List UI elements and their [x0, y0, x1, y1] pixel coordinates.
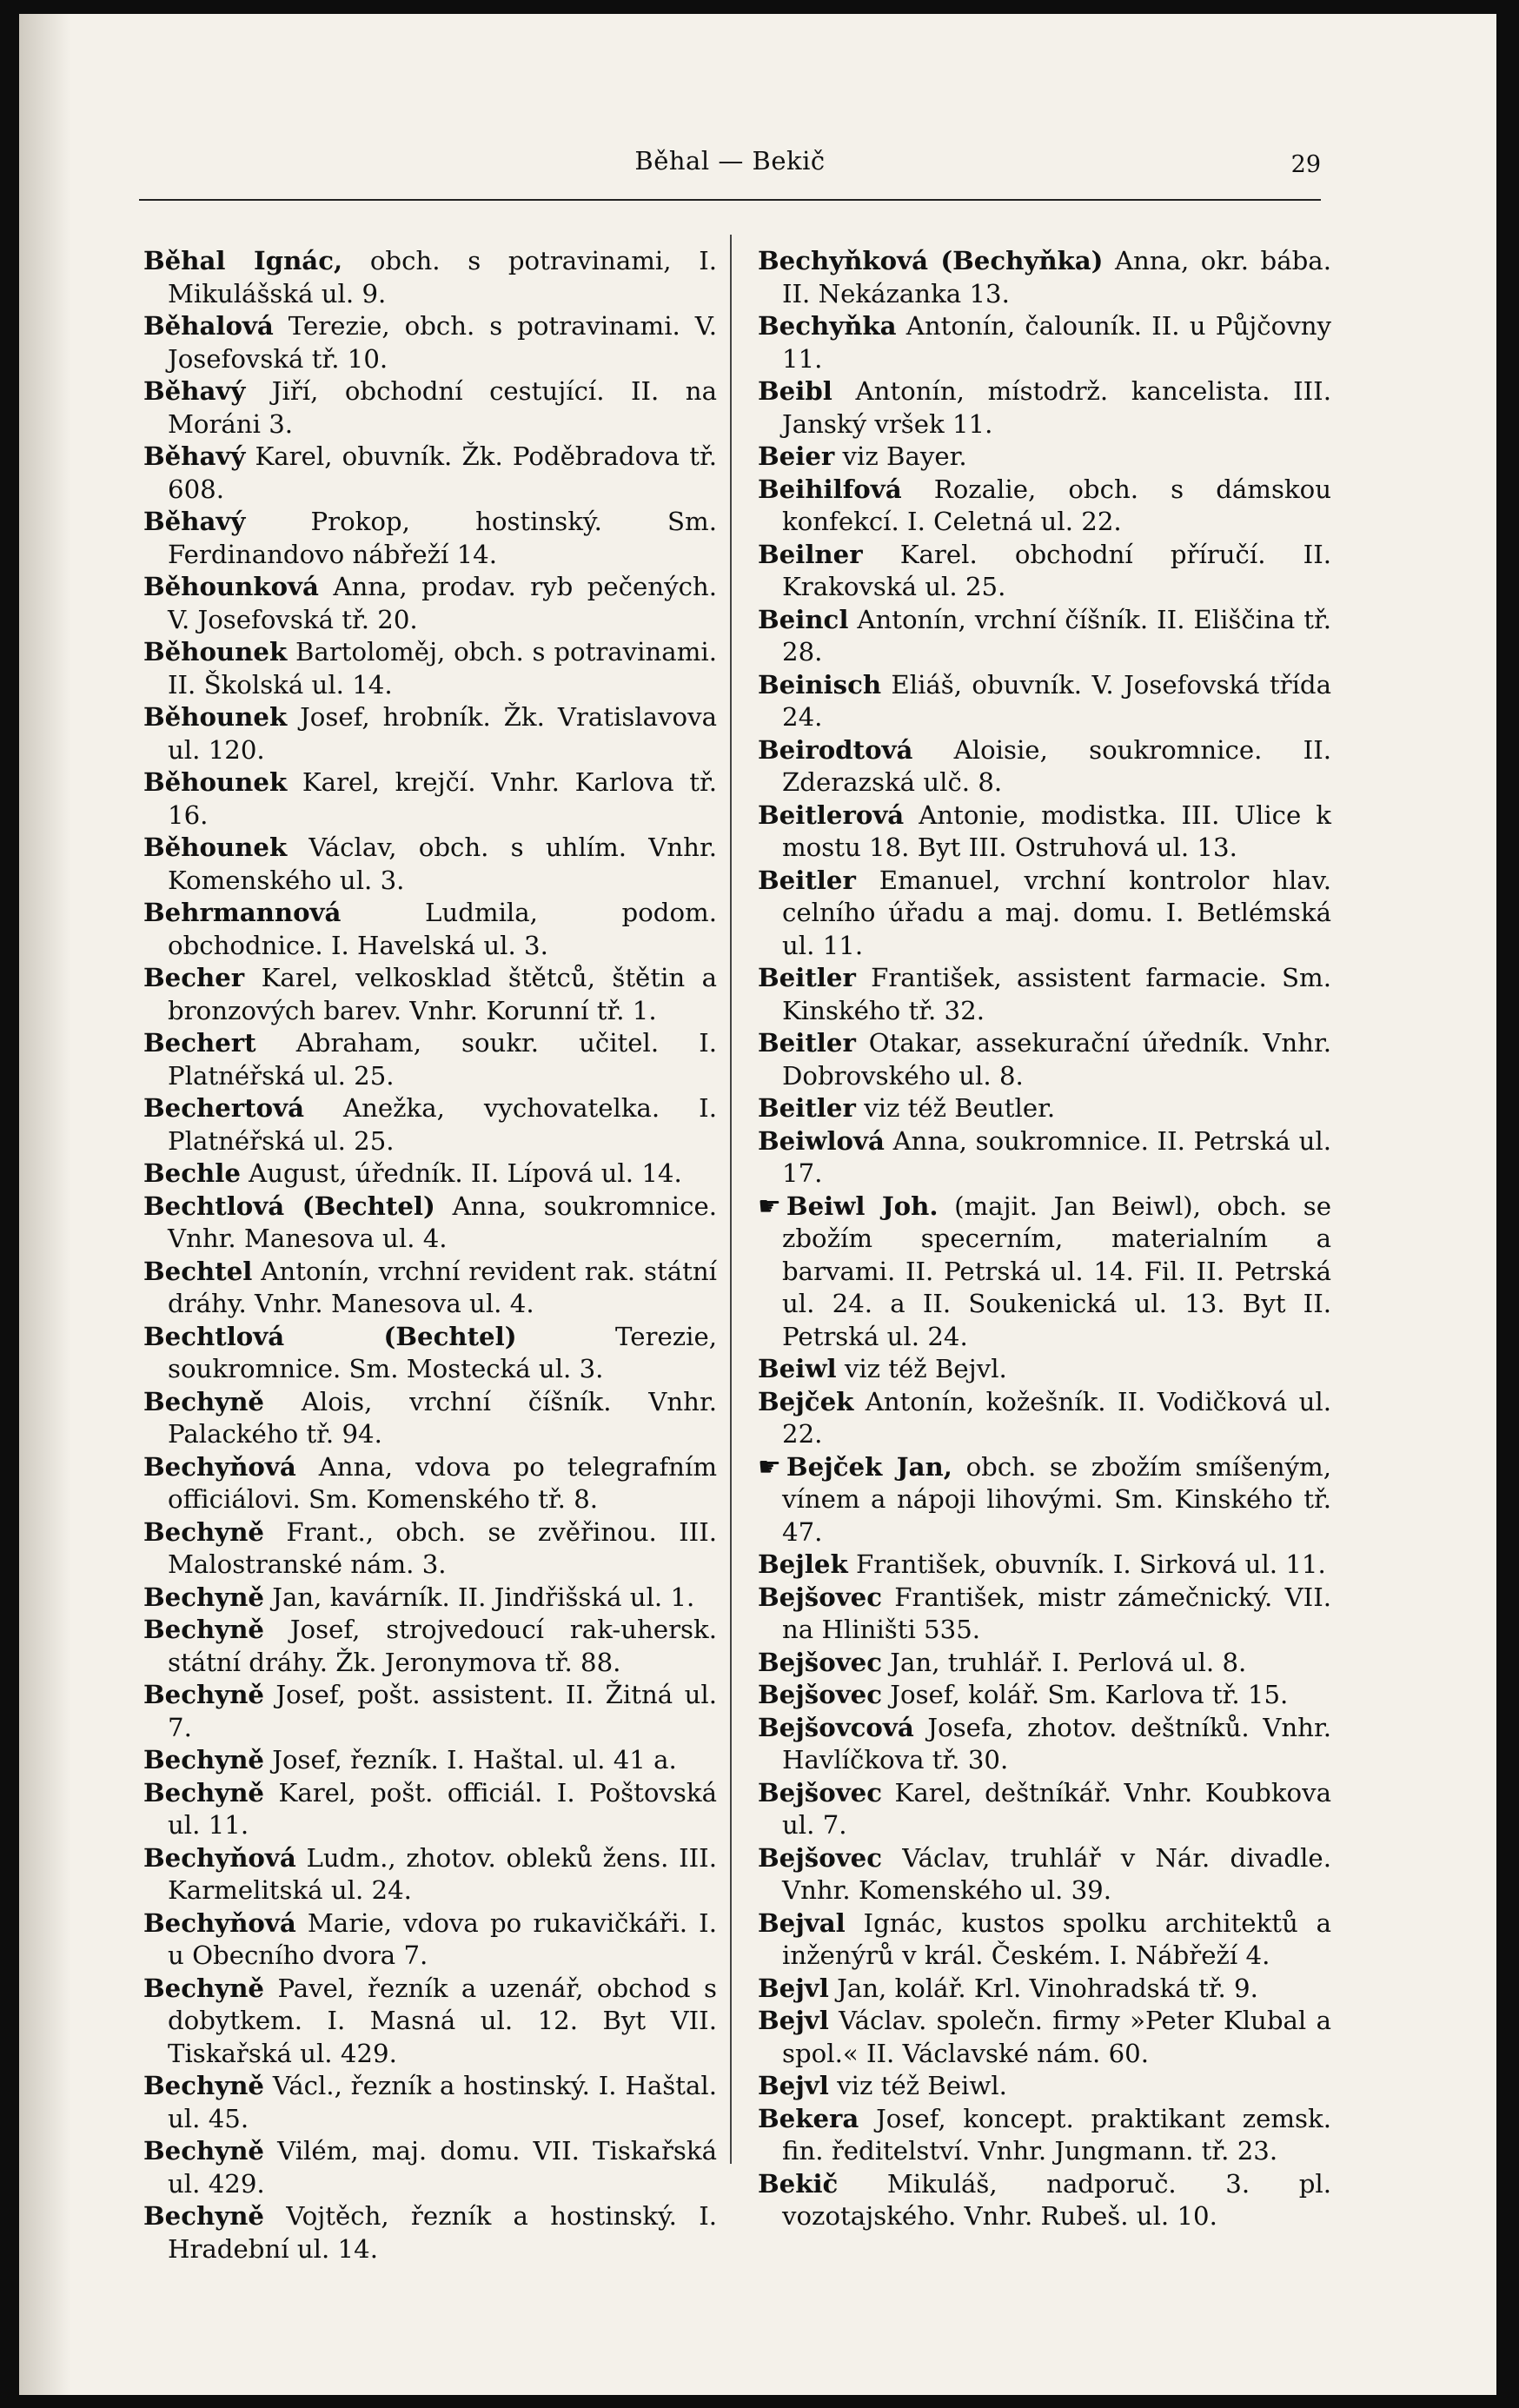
- entry-name: Bechertová: [143, 1093, 305, 1123]
- page-edge-shadow: [19, 14, 71, 2395]
- entry-name: Bejlek: [758, 1549, 848, 1579]
- entry-details: Antonie, modistka. III. Ulice k mostu 18. Byt III. Ostruhová ul. 13.: [782, 799, 1331, 862]
- entry-details: obch. se zbožím smíšeným, vínem a nápoji lihovými. Sm. Kinského tř. 47.: [782, 1451, 1331, 1547]
- entry-name: Bejvl: [758, 1973, 829, 2003]
- entry-details: Josef, pošt. assistent. II. Žitná ul. 7.: [168, 1680, 717, 1742]
- entry-details: Josef, strojvedoucí rak-uhersk. státní dráhy. Žk. Jeronymova tř. 88.: [168, 1615, 717, 1677]
- entry-name: Bechyňová: [143, 1907, 296, 1938]
- entry-name: Bechyně: [143, 1386, 264, 1416]
- directory-entry: [143, 1973, 717, 2071]
- page-number: 29: [1290, 151, 1321, 178]
- entry-name: Běhavý: [143, 507, 246, 536]
- directory-entry: [143, 245, 717, 310]
- entry-details: Václ., řezník a hostinský. I. Haštal. ul. 45.: [168, 2071, 717, 2133]
- entry-details: Antonín, místodrž. kancelista. III. Janský vršek 11.: [782, 376, 1331, 439]
- directory-entry: [758, 2103, 1331, 2168]
- entry-details: Terezie, soukromnice. Sm. Mostecká ul. 3.: [168, 1321, 717, 1383]
- entry-name: Bejšovec: [758, 1647, 883, 1677]
- entry-name: Bechyně: [143, 1615, 264, 1644]
- entry-name: Beinisch: [758, 669, 882, 700]
- directory-entry: [758, 1973, 1331, 2006]
- entry-details: Václav, truhlář v Nár. divadle. Vnhr. Komenského ul. 39.: [782, 1842, 1331, 1905]
- entry-details: Ludmila, podom. obchodnice. I. Havelská ul. 3.: [168, 898, 717, 960]
- entry-details: Anna, vdova po telegrafním officiálovi. Sm. Komenského tř. 8.: [168, 1451, 717, 1514]
- entry-details: Aloisie, soukromnice. II. Zderazská ulč. 8.: [782, 734, 1331, 797]
- directory-entry: [143, 1321, 717, 1386]
- entry-details: Karel. obchodní příručí. II. Krakovská ul. 25.: [782, 539, 1331, 601]
- entry-name: Běhounková: [143, 572, 319, 601]
- entry-name: Bekič: [758, 2168, 839, 2199]
- entry-name: Beibl: [758, 376, 832, 406]
- entry-name: Beilner: [758, 539, 863, 569]
- entry-details: obch. s potravinami, I. Mikulášská ul. 9.: [168, 246, 717, 308]
- entry-name: Bechyně: [143, 1777, 264, 1808]
- entry-details: Josef, řezník. I. Haštal. ul. 41 a.: [263, 1745, 677, 1774]
- entry-details: Jan, truhlář. I. Perlová ul. 8.: [882, 1647, 1247, 1677]
- entry-details: Antonín, vrchní revident rak. státní dráhy. Vnhr. Manesova ul. 4.: [168, 1256, 717, 1318]
- directory-entry: [143, 310, 717, 375]
- header-rule: [139, 199, 1321, 201]
- entry-name: Bechyně: [143, 2071, 264, 2100]
- directory-entry: [758, 1647, 1331, 1680]
- entry-details: Terezie, obch. s potravinami. V. Josefovská tř. 10.: [168, 311, 717, 374]
- entry-name: Bechyňka: [758, 311, 897, 341]
- entry-details: Frant., obch. se zvěřinou. III. Malostranské nám. 3.: [168, 1516, 717, 1579]
- directory-entry: [143, 1191, 717, 1256]
- entry-details: Otakar, assekurační úředník. Vnhr. Dobrovského ul. 8.: [782, 1028, 1331, 1091]
- directory-entry: [758, 1907, 1331, 1973]
- entry-name: Beitler: [758, 963, 856, 992]
- entry-details: Antonín, čalouník. II. u Půjčovny 11.: [782, 311, 1331, 374]
- entry-details: Václav. společn. firmy »Peter Klubal a spol.« II. Václavské nám. 60.: [782, 2006, 1331, 2068]
- directory-entry: [758, 865, 1331, 963]
- directory-entry: [143, 1027, 717, 1092]
- directory-entry: [758, 1353, 1331, 1386]
- entry-details: Anna, soukromnice. Vnhr. Manesova ul. 4.: [168, 1191, 717, 1253]
- entry-name: Bechtlová (Bechtel): [143, 1321, 517, 1351]
- entry-details: Václav, obch. s uhlím. Vnhr. Komenského ul. 3.: [168, 833, 717, 895]
- directory-entry: [758, 1451, 1331, 1549]
- directory-entry: [143, 636, 717, 701]
- entry-details: Anežka, vychovatelka. I. Platnéřská ul. 25.: [168, 1093, 717, 1156]
- entry-name: Bechyně: [143, 1516, 264, 1547]
- entry-details: Anna, okr. bába. II. Nekázanka 13.: [782, 246, 1331, 308]
- entry-name: Bejšovec: [758, 1582, 883, 1612]
- entry-details: viz Bayer.: [834, 441, 967, 471]
- directory-entry: [143, 1777, 717, 1842]
- directory-entry: [758, 2168, 1331, 2233]
- directory-entry: [758, 669, 1331, 734]
- column-divider: [730, 235, 732, 2164]
- directory-entry: [143, 701, 717, 766]
- entry-details: František, assistent farmacie. Sm. Kinského tř. 32.: [782, 963, 1331, 1025]
- directory-entry: [758, 245, 1331, 310]
- entry-name: Bechyňová: [143, 1842, 296, 1873]
- entry-name: Bechtlová (Bechtel): [143, 1191, 435, 1221]
- directory-entry: [143, 1744, 717, 1777]
- directory-entry: [143, 962, 717, 1027]
- entry-details: Emanuel, vrchní kontrolor hlav. celního úřadu a maj. domu. I. Betlémská ul. 11.: [782, 865, 1331, 960]
- directory-entry: [758, 962, 1331, 1027]
- entry-name: Běhounek: [143, 833, 288, 862]
- entry-details: Mikuláš, nadporuč. 3. pl. vozotajského. Vnhr. Rubeš. ul. 10.: [782, 2168, 1331, 2231]
- entry-details: Jan, kolář. Krl. Vinohradská tř. 9.: [828, 1973, 1258, 2003]
- entry-name: Běhal Ignác,: [143, 246, 343, 275]
- entry-details: Karel, velkosklad štětců, štětin a bronzových barev. Vnhr. Korunní tř. 1.: [168, 963, 717, 1025]
- entry-name: Běhounek: [143, 702, 288, 732]
- directory-entry: [143, 1386, 717, 1451]
- entry-name: Bechyně: [143, 1680, 264, 1709]
- directory-entry: [143, 1451, 717, 1516]
- entry-name: Bejček Jan,: [786, 1451, 952, 1482]
- directory-entry: [758, 604, 1331, 669]
- directory-entry: [143, 1679, 717, 1744]
- left-column: [143, 245, 717, 2265]
- entry-details: Jiří, obchodní cestující. II. na Moráni 3.: [168, 376, 717, 439]
- entry-details: Rozalie, obch. s dámskou konfekcí. I. Celetná ul. 22.: [782, 474, 1331, 536]
- entry-name: Behrmannová: [143, 898, 342, 927]
- directory-entry: [758, 1549, 1331, 1582]
- entry-details: Josef, hrobník. Žk. Vratislavova ul. 120.: [168, 702, 717, 765]
- directory-entry: [143, 1092, 717, 1158]
- entry-name: Bechle: [143, 1158, 241, 1188]
- entry-details: Karel, deštníkář. Vnhr. Koubkova ul. 7.: [782, 1777, 1331, 1840]
- directory-entry: [143, 2135, 717, 2200]
- entry-details: Bartoloměj, obch. s potravinami. II. Školská ul. 14.: [168, 637, 717, 700]
- entry-details: August, úředník. II. Lípová ul. 14.: [240, 1158, 682, 1188]
- entry-name: Beiwlová: [758, 1125, 885, 1156]
- entry-name: Bejšovec: [758, 1777, 883, 1808]
- directory-entry: [143, 1842, 717, 1907]
- entry-details: Abraham, soukr. učitel. I. Platnéřská ul. 25.: [168, 1028, 717, 1091]
- entry-details: Antonín, vrchní číšník. II. Eliščina tř. 28.: [782, 604, 1331, 667]
- entry-name: Bechyně: [143, 1973, 264, 2003]
- directory-entry: [758, 1679, 1331, 1712]
- directory-entry: [758, 2070, 1331, 2103]
- entry-name: Bechyňová: [143, 1451, 296, 1482]
- entry-name: Beirodtová: [758, 734, 913, 765]
- entry-details: František, obuvník. I. Sirková ul. 11.: [847, 1549, 1326, 1579]
- directory-entry: [758, 1125, 1331, 1191]
- entry-details: Vilém, maj. domu. VII. Tiskařská ul. 429.: [168, 2136, 717, 2199]
- page-header: [139, 146, 1321, 191]
- entry-name: Bechyně: [143, 2136, 264, 2166]
- directory-entry: [143, 766, 717, 832]
- directory-entry: [758, 441, 1331, 474]
- entry-details: Antonín, kožešník. II. Vodičková ul. 22.: [782, 1386, 1331, 1449]
- directory-entry: [758, 799, 1331, 865]
- entry-details: Prokop, hostinský. Sm. Ferdinandovo nábřeží 14.: [168, 507, 717, 569]
- entry-details: Josef, kolář. Sm. Karlova tř. 15.: [882, 1680, 1289, 1709]
- entry-name: Bekera: [758, 2103, 859, 2133]
- directory-entry: [758, 375, 1331, 441]
- entry-details: Josef, koncept. praktikant zemsk. fin. ředitelství. Vnhr. Jungmann. tř. 23.: [782, 2103, 1331, 2166]
- pointing-hand-icon: ☛: [758, 1191, 781, 1222]
- directory-entry: [758, 1092, 1331, 1125]
- entry-details: Jan, kavárník. II. Jindřišská ul. 1.: [263, 1582, 695, 1612]
- entry-details: Marie, vdova po rukavičkáři. I. u Obecního dvora 7.: [168, 1907, 717, 1970]
- pointing-hand-icon: ☛: [758, 1451, 781, 1483]
- entry-name: Beiwl Joh.: [786, 1191, 939, 1221]
- directory-entry: [758, 1582, 1331, 1647]
- directory-entry: [758, 1191, 1331, 1354]
- directory-entry: [143, 1614, 717, 1679]
- entry-name: Běhounek: [143, 767, 288, 797]
- entry-name: Beincl: [758, 604, 849, 634]
- entry-details: Anna, prodav. ryb pečených. V. Josefovská tř. 20.: [168, 572, 717, 634]
- entry-name: Beiwl: [758, 1354, 837, 1383]
- entry-details: viz též Beiwl.: [828, 2071, 1007, 2100]
- directory-entry: [758, 2005, 1331, 2070]
- directory-entry: [758, 1777, 1331, 1842]
- entry-details: Alois, vrchní číšník. Vnhr. Palackého tř. 94.: [168, 1386, 717, 1449]
- entry-details: viz též Beutler.: [855, 1093, 1056, 1123]
- entry-name: Běhounek: [143, 637, 288, 667]
- right-column: [758, 245, 1331, 2233]
- entry-details: Pavel, řezník a uzenář, obchod s dobytkem. I. Masná ul. 12. Byt VII. Tiskařská ul. 429.: [168, 1973, 717, 2068]
- entry-name: Běhavý: [143, 441, 246, 471]
- entry-name: Běhalová: [143, 311, 274, 341]
- directory-entry: [758, 310, 1331, 375]
- directory-entry: [143, 832, 717, 897]
- directory-entry: [143, 571, 717, 636]
- entry-name: Bechyňková (Bechyňka): [758, 246, 1104, 275]
- directory-entry: [758, 1386, 1331, 1451]
- entry-details: František, mistr zámečnický. VII. na Hliništi 535.: [782, 1582, 1331, 1644]
- entry-details: Karel, krejčí. Vnhr. Karlova tř. 16.: [168, 767, 717, 830]
- entry-name: Beitler: [758, 865, 856, 895]
- entry-name: Bejvl: [758, 2071, 829, 2100]
- entry-name: Bechert: [143, 1028, 256, 1058]
- entry-name: Bejvl: [758, 2006, 829, 2035]
- entry-name: Beitlerová: [758, 799, 905, 830]
- entry-name: Bejval: [758, 1907, 846, 1938]
- entry-details: Karel, obuvník. Žk. Poděbradova tř. 608.: [168, 441, 717, 504]
- running-head: Běhal — Bekič: [634, 146, 826, 176]
- directory-entry: [143, 1907, 717, 1973]
- entry-name: Beitler: [758, 1028, 856, 1058]
- entry-details: Josefa, zhotov. deštníků. Vnhr. Havlíčkova tř. 30.: [782, 1712, 1331, 1774]
- entry-name: Bechtel: [143, 1256, 253, 1286]
- entry-name: Beitler: [758, 1093, 856, 1123]
- entry-name: Beier: [758, 441, 835, 471]
- entry-name: Běhavý: [143, 376, 246, 406]
- entry-details: viz též Bejvl.: [836, 1354, 1007, 1383]
- entry-name: Bechyně: [143, 2201, 264, 2231]
- entry-name: Beihilfová: [758, 474, 902, 504]
- directory-entry: [143, 2200, 717, 2265]
- entry-details: Ludm., zhotov. obleků žens. III. Karmelitská ul. 24.: [168, 1842, 717, 1905]
- directory-entry: [758, 474, 1331, 539]
- directory-entry: [758, 1842, 1331, 1907]
- directory-entry: [143, 506, 717, 571]
- directory-entry: [143, 1256, 717, 1321]
- entry-name: Bejšovec: [758, 1680, 883, 1709]
- entry-details: Anna, soukromnice. II. Petrská ul. 17.: [782, 1125, 1331, 1188]
- entry-name: Bejšovec: [758, 1842, 883, 1873]
- directory-entry: [758, 539, 1331, 604]
- entry-details: Eliáš, obuvník. V. Josefovská třída 24.: [782, 669, 1331, 732]
- directory-entry: [143, 441, 717, 506]
- entry-details: Vojtěch, řezník a hostinský. I. Hradební ul. 14.: [168, 2201, 717, 2264]
- directory-entry: [758, 1712, 1331, 1777]
- directory-entry: [758, 734, 1331, 799]
- directory-entry: [143, 1158, 717, 1191]
- entry-name: Bechyně: [143, 1745, 264, 1774]
- entry-name: Bejšovcová: [758, 1712, 914, 1742]
- directory-entry: [143, 897, 717, 962]
- directory-entry: [758, 1027, 1331, 1092]
- entry-name: Becher: [143, 963, 245, 992]
- directory-entry: [143, 1516, 717, 1582]
- directory-entry: [143, 1582, 717, 1615]
- directory-entry: [143, 375, 717, 441]
- entry-details: (majit. Jan Beiwl), obch. se zbožím specerním, materialním a barvami. II. Petrská ul. 14. Fil. II. Petrská ul. 24. a II. Soukenická ul. 13. Byt II. Petrská ul. 24.: [782, 1191, 1331, 1351]
- directory-entry: [143, 2070, 717, 2135]
- entry-name: Bejček: [758, 1386, 854, 1416]
- entry-details: Ignác, kustos spolku architektů a inženýrů v král. Českém. I. Nábřeží 4.: [782, 1907, 1331, 1970]
- entry-name: Bechyně: [143, 1582, 264, 1612]
- entry-details: Karel, pošt. officiál. I. Poštovská ul. 11.: [168, 1777, 717, 1840]
